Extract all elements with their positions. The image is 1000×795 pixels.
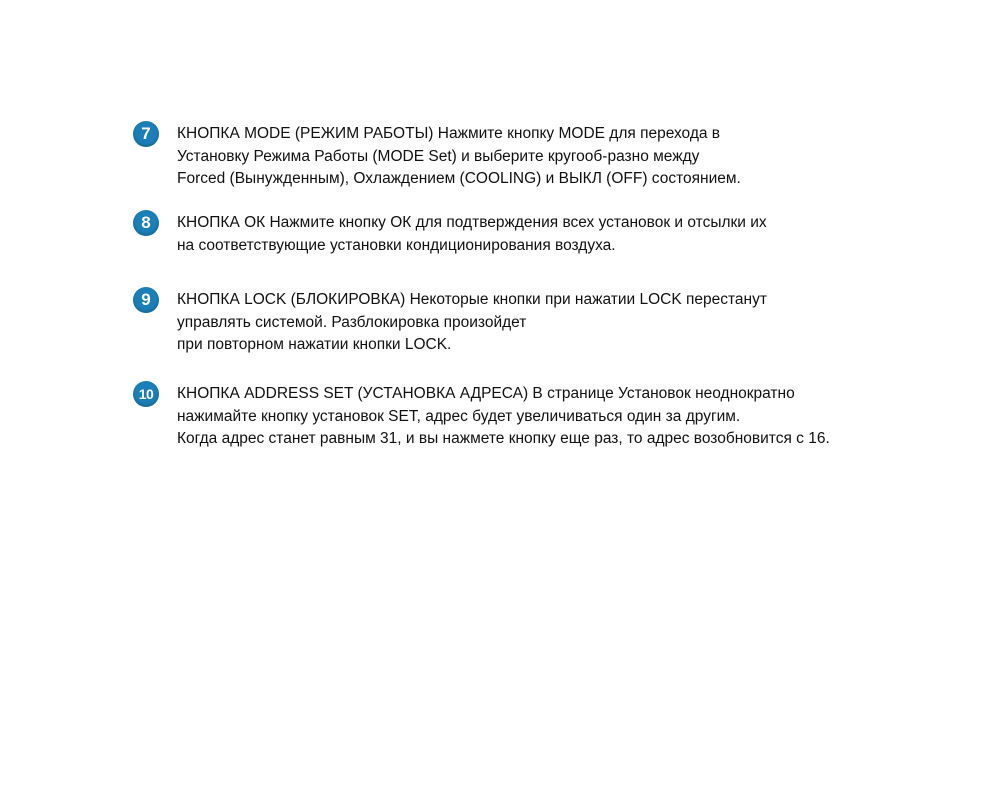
step-number-badge: 7 — [133, 121, 159, 147]
instruction-text — [177, 123, 977, 191]
text-line: при повторном нажатии кнопки LOCK. — [177, 336, 452, 353]
instruction-text — [177, 212, 977, 257]
text-line: Forced (Вынужденным), Охлаждением (COOLING) и ВЫКЛ (OFF) состоянием. — [177, 170, 741, 187]
step-number-badge: 9 — [133, 287, 159, 313]
text-line: КНОПКА ADDRESS SET (УСТАНОВКА АДРЕСА) В странице Установок неоднократно — [177, 385, 795, 402]
step-number-badge: 10 — [133, 381, 159, 407]
step-number-badge: 8 — [133, 210, 159, 236]
instruction-text — [177, 383, 977, 451]
text-line: КНОПКА LOCK (БЛОКИРОВКА) Некоторые кнопки при нажатии LOCK перестанут — [177, 291, 767, 308]
text-line: КНОПКА MODE (РЕЖИМ РАБОТЫ) Нажмите кнопку MODE для перехода в — [177, 125, 721, 142]
text-line: на соответствующие установки кондиционирования воздуха. — [177, 236, 616, 254]
text-line: Когда адрес станет равным 31, и вы нажмете кнопку еще раз, то адрес возобновится с 16. — [177, 430, 830, 447]
text-line: КНОПКА ОК Нажмите кнопку ОК для подтверждения всех установок и отсылки их — [177, 214, 767, 231]
text-line: нажимайте кнопку установок SET, адрес будет увеличиваться один за другим. — [177, 407, 741, 425]
text-line: управлять системой. Разблокировка произойдет — [177, 313, 527, 331]
text-line: Установку Режима Работы (MODE Set) и выберите кругооб-разно между — [177, 147, 700, 165]
instruction-text — [177, 289, 977, 357]
instruction-list — [133, 0, 983, 795]
